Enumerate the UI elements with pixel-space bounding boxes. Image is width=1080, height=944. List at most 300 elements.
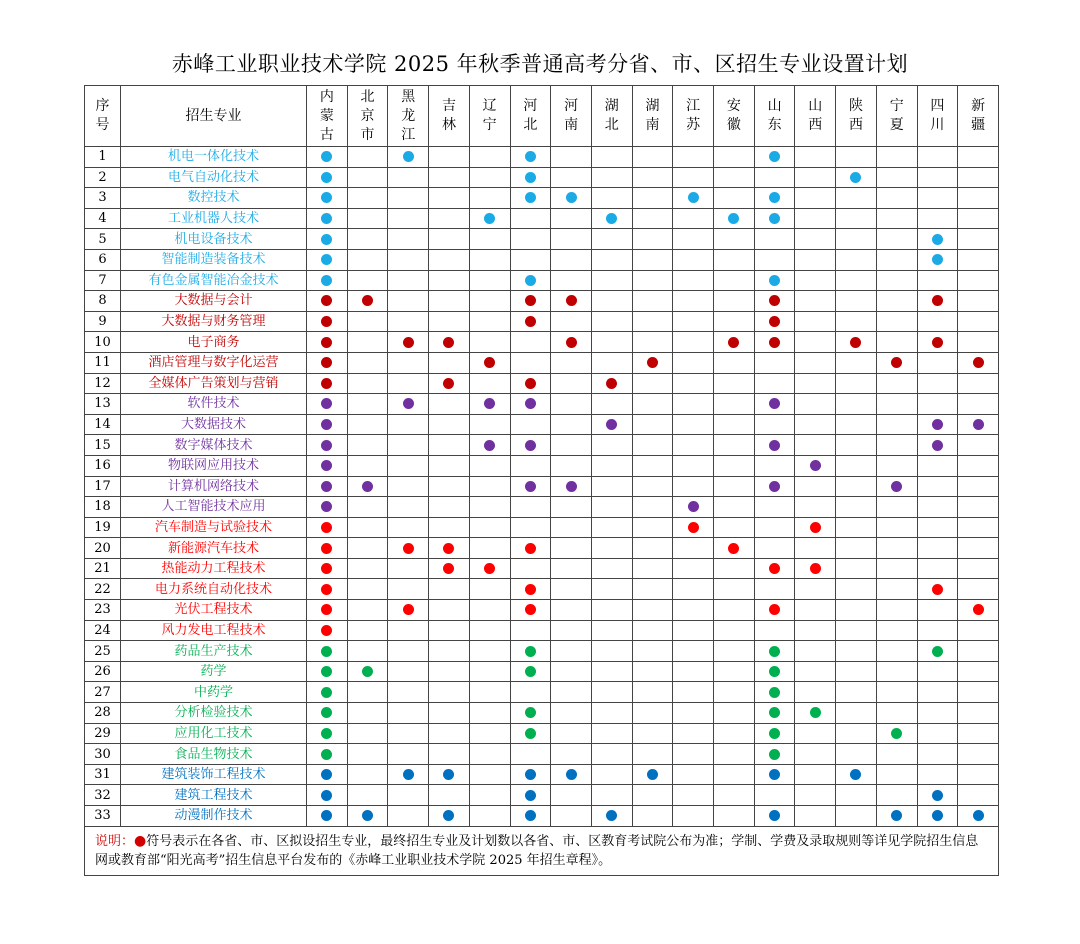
province-cell — [591, 661, 632, 682]
province-cell — [673, 414, 714, 435]
province-cell — [917, 806, 958, 827]
enrollment-dot-icon — [321, 337, 332, 348]
province-cell — [388, 764, 429, 785]
province-cell — [469, 373, 510, 394]
province-cell — [632, 332, 673, 353]
province-cell — [795, 497, 836, 518]
province-cell — [551, 455, 592, 476]
row-major: 药品生产技术 — [121, 641, 307, 662]
province-cell — [347, 600, 388, 621]
enrollment-dot-icon — [891, 728, 902, 739]
province-cell — [591, 579, 632, 600]
enrollment-dot-icon — [769, 604, 780, 615]
province-cell — [347, 744, 388, 765]
row-seq: 24 — [85, 620, 121, 641]
enrollment-dot-icon — [850, 172, 861, 183]
province-cell — [510, 291, 551, 312]
province-cell — [591, 723, 632, 744]
province-cell — [307, 785, 348, 806]
table-row — [85, 620, 999, 641]
enrollment-dot-icon — [606, 213, 617, 224]
enrollment-dot-icon — [321, 810, 332, 821]
note-text — [85, 826, 999, 875]
province-cell — [917, 723, 958, 744]
province-cell — [754, 352, 795, 373]
province-header: 山西 — [795, 86, 836, 147]
enrollment-dot-icon — [443, 810, 454, 821]
province-cell — [714, 703, 755, 724]
table-row — [85, 435, 999, 456]
province-cell — [795, 188, 836, 209]
province-cell — [754, 620, 795, 641]
province-cell — [632, 538, 673, 559]
province-cell — [307, 641, 348, 662]
province-cell — [307, 311, 348, 332]
province-cell — [714, 229, 755, 250]
province-cell — [754, 394, 795, 415]
province-cell — [714, 291, 755, 312]
province-cell — [307, 497, 348, 518]
province-cell — [510, 703, 551, 724]
province-cell — [795, 249, 836, 270]
province-cell — [307, 332, 348, 353]
table-row — [85, 723, 999, 744]
province-cell — [876, 188, 917, 209]
province-cell — [958, 147, 999, 168]
province-cell — [469, 270, 510, 291]
province-cell — [429, 641, 470, 662]
province-cell — [632, 208, 673, 229]
province-cell — [388, 435, 429, 456]
province-cell — [469, 147, 510, 168]
province-cell — [795, 414, 836, 435]
enrollment-dot-icon — [321, 481, 332, 492]
province-cell — [714, 311, 755, 332]
province-cell — [307, 682, 348, 703]
enrollment-dot-icon — [566, 337, 577, 348]
province-cell — [958, 806, 999, 827]
province-cell — [510, 641, 551, 662]
province-cell — [551, 682, 592, 703]
province-cell — [917, 579, 958, 600]
province-cell — [795, 806, 836, 827]
row-seq: 16 — [85, 455, 121, 476]
enrollment-dot-icon — [484, 213, 495, 224]
province-cell — [591, 785, 632, 806]
province-cell — [429, 785, 470, 806]
province-cell — [714, 249, 755, 270]
province-cell — [836, 167, 877, 188]
province-cell — [836, 620, 877, 641]
province-cell — [673, 208, 714, 229]
province-cell — [307, 352, 348, 373]
province-cell — [836, 455, 877, 476]
row-major: 风力发电工程技术 — [121, 620, 307, 641]
province-cell — [795, 600, 836, 621]
province-cell — [429, 764, 470, 785]
province-cell — [673, 291, 714, 312]
row-seq: 31 — [85, 764, 121, 785]
province-cell — [673, 682, 714, 703]
province-cell — [469, 188, 510, 209]
province-cell — [836, 394, 877, 415]
province-cell — [307, 579, 348, 600]
province-cell — [795, 435, 836, 456]
province-cell — [673, 517, 714, 538]
province-cell — [591, 188, 632, 209]
province-cell — [510, 414, 551, 435]
province-cell — [429, 291, 470, 312]
province-cell — [673, 723, 714, 744]
province-cell — [876, 579, 917, 600]
province-cell — [591, 455, 632, 476]
province-cell — [388, 558, 429, 579]
province-cell — [307, 249, 348, 270]
province-cell — [469, 249, 510, 270]
province-cell — [876, 785, 917, 806]
province-cell — [917, 147, 958, 168]
enrollment-dot-icon — [769, 151, 780, 162]
table-row — [85, 394, 999, 415]
province-cell — [510, 435, 551, 456]
enrollment-dot-icon — [525, 646, 536, 657]
province-cell — [836, 147, 877, 168]
province-cell — [591, 394, 632, 415]
province-cell — [958, 332, 999, 353]
province-cell — [754, 414, 795, 435]
page-title: 赤峰工业职业技术学院 2025 年秋季普通高考分省、市、区招生专业设置计划 — [171, 52, 909, 76]
enrollment-dot-icon — [525, 172, 536, 183]
province-cell — [429, 600, 470, 621]
province-cell — [551, 373, 592, 394]
row-seq: 4 — [85, 208, 121, 229]
province-cell — [469, 435, 510, 456]
province-cell — [429, 270, 470, 291]
province-cell — [551, 785, 592, 806]
enrollment-dot-icon — [484, 440, 495, 451]
province-cell — [876, 414, 917, 435]
province-cell — [673, 147, 714, 168]
row-seq: 3 — [85, 188, 121, 209]
province-cell — [429, 497, 470, 518]
province-cell — [469, 476, 510, 497]
province-cell — [673, 188, 714, 209]
province-cell — [714, 517, 755, 538]
province-cell — [673, 558, 714, 579]
province-cell — [307, 208, 348, 229]
province-cell — [795, 332, 836, 353]
province-cell — [754, 291, 795, 312]
province-cell — [551, 270, 592, 291]
province-cell — [469, 806, 510, 827]
province-cell — [714, 600, 755, 621]
province-header: 陕西 — [836, 86, 877, 147]
province-cell — [917, 208, 958, 229]
province-cell — [469, 455, 510, 476]
province-cell — [754, 764, 795, 785]
province-cell — [958, 661, 999, 682]
province-cell — [754, 579, 795, 600]
enrollment-dot-icon — [321, 790, 332, 801]
province-cell — [673, 620, 714, 641]
province-cell — [795, 517, 836, 538]
table-row — [85, 414, 999, 435]
province-cell — [917, 538, 958, 559]
row-major: 大数据技术 — [121, 414, 307, 435]
province-cell — [754, 188, 795, 209]
province-cell — [307, 620, 348, 641]
enrollment-dot-icon — [769, 192, 780, 203]
enrollment-dot-icon — [525, 151, 536, 162]
province-cell — [754, 744, 795, 765]
province-cell — [958, 455, 999, 476]
province-cell — [754, 806, 795, 827]
province-cell — [714, 352, 755, 373]
province-cell — [632, 764, 673, 785]
province-cell — [917, 249, 958, 270]
province-cell — [429, 311, 470, 332]
enrollment-dot-icon — [769, 666, 780, 677]
province-cell — [673, 332, 714, 353]
province-cell — [469, 785, 510, 806]
province-cell — [469, 229, 510, 250]
province-cell — [307, 600, 348, 621]
province-cell — [551, 579, 592, 600]
row-major: 人工智能技术应用 — [121, 497, 307, 518]
enrollment-dot-icon — [728, 337, 739, 348]
table-row — [85, 600, 999, 621]
enrollment-dot-icon — [932, 337, 943, 348]
province-cell — [347, 394, 388, 415]
enrollment-dot-icon — [769, 563, 780, 574]
enrollment-dot-icon — [769, 295, 780, 306]
enrollment-dot-icon — [362, 295, 373, 306]
province-cell — [876, 291, 917, 312]
enrollment-dot-icon — [321, 501, 332, 512]
enrollment-dot-icon — [769, 707, 780, 718]
province-cell — [510, 744, 551, 765]
province-header: 新疆 — [958, 86, 999, 147]
province-cell — [632, 806, 673, 827]
province-cell — [469, 497, 510, 518]
table-row — [85, 785, 999, 806]
enrollment-dot-icon — [647, 357, 658, 368]
province-cell — [307, 394, 348, 415]
row-seq: 18 — [85, 497, 121, 518]
province-header: 辽宁 — [469, 86, 510, 147]
province-cell — [307, 703, 348, 724]
province-cell — [551, 476, 592, 497]
row-major: 工业机器人技术 — [121, 208, 307, 229]
province-cell — [958, 723, 999, 744]
province-cell — [551, 600, 592, 621]
enrollment-dot-icon — [810, 707, 821, 718]
province-cell — [632, 352, 673, 373]
enrollment-dot-icon — [403, 398, 414, 409]
province-cell — [429, 558, 470, 579]
province-cell — [754, 661, 795, 682]
province-cell — [551, 414, 592, 435]
province-cell — [632, 229, 673, 250]
province-cell — [307, 558, 348, 579]
province-cell — [510, 682, 551, 703]
table-row — [85, 291, 999, 312]
province-cell — [347, 291, 388, 312]
province-cell — [307, 167, 348, 188]
province-cell — [388, 188, 429, 209]
province-header: 湖南 — [632, 86, 673, 147]
province-cell — [347, 332, 388, 353]
table-row — [85, 579, 999, 600]
province-cell — [388, 661, 429, 682]
province-cell — [591, 620, 632, 641]
table-row — [85, 188, 999, 209]
province-cell — [876, 373, 917, 394]
enrollment-dot-icon — [321, 728, 332, 739]
province-cell — [673, 497, 714, 518]
province-cell — [754, 332, 795, 353]
enrollment-dot-icon — [769, 213, 780, 224]
province-cell — [632, 497, 673, 518]
row-major: 光伏工程技术 — [121, 600, 307, 621]
province-cell — [469, 414, 510, 435]
province-cell — [510, 806, 551, 827]
province-cell — [836, 723, 877, 744]
enrollment-dot-icon — [484, 563, 495, 574]
row-major: 数控技术 — [121, 188, 307, 209]
province-cell — [958, 703, 999, 724]
province-cell — [836, 229, 877, 250]
enrollment-dot-icon — [525, 769, 536, 780]
province-cell — [551, 497, 592, 518]
province-cell — [754, 600, 795, 621]
province-cell — [714, 435, 755, 456]
province-cell — [551, 703, 592, 724]
note-label: 说明： — [95, 833, 135, 849]
enrollment-dot-icon — [973, 419, 984, 430]
province-cell — [876, 147, 917, 168]
province-cell — [714, 641, 755, 662]
province-cell — [469, 579, 510, 600]
province-cell — [429, 414, 470, 435]
province-cell — [754, 517, 795, 538]
province-cell — [632, 620, 673, 641]
province-cell — [307, 538, 348, 559]
enrollment-dot-icon — [973, 810, 984, 821]
province-cell — [347, 579, 388, 600]
province-cell — [876, 703, 917, 724]
province-cell — [632, 188, 673, 209]
province-cell — [836, 744, 877, 765]
enrollment-dot-icon — [362, 666, 373, 677]
enrollment-dot-icon — [321, 419, 332, 430]
province-cell — [836, 558, 877, 579]
enrollment-dot-icon — [769, 687, 780, 698]
province-cell — [429, 167, 470, 188]
table-row — [85, 641, 999, 662]
province-cell — [917, 641, 958, 662]
table-row — [85, 661, 999, 682]
province-cell — [917, 414, 958, 435]
province-cell — [673, 352, 714, 373]
enrollment-dot-icon — [525, 666, 536, 677]
province-cell — [347, 249, 388, 270]
province-cell — [591, 517, 632, 538]
province-cell — [347, 208, 388, 229]
province-cell — [632, 373, 673, 394]
province-cell — [510, 600, 551, 621]
province-cell — [632, 785, 673, 806]
enrollment-dot-icon — [525, 584, 536, 595]
row-seq: 28 — [85, 703, 121, 724]
enrollment-dot-icon — [769, 728, 780, 739]
table-row — [85, 682, 999, 703]
province-cell — [754, 682, 795, 703]
province-cell — [347, 311, 388, 332]
row-major: 电气自动化技术 — [121, 167, 307, 188]
province-cell — [347, 497, 388, 518]
province-cell — [795, 147, 836, 168]
province-cell — [591, 764, 632, 785]
province-cell — [388, 208, 429, 229]
province-cell — [388, 394, 429, 415]
province-cell — [510, 352, 551, 373]
enrollment-dot-icon — [728, 543, 739, 554]
province-cell — [429, 188, 470, 209]
province-cell — [307, 661, 348, 682]
province-cell — [673, 785, 714, 806]
enrollment-dot-icon — [321, 584, 332, 595]
province-cell — [388, 744, 429, 765]
province-cell — [917, 229, 958, 250]
province-cell — [429, 435, 470, 456]
province-cell — [510, 394, 551, 415]
enrollment-dot-icon — [321, 172, 332, 183]
province-cell — [551, 352, 592, 373]
row-major: 物联网应用技术 — [121, 455, 307, 476]
province-cell — [754, 147, 795, 168]
enrollment-dot-icon — [769, 769, 780, 780]
enrollment-dot-icon — [321, 687, 332, 698]
province-cell — [551, 188, 592, 209]
province-cell — [876, 352, 917, 373]
enrollment-dot-icon — [403, 337, 414, 348]
enrollment-dot-icon — [769, 337, 780, 348]
province-cell — [917, 270, 958, 291]
province-header: 北京市 — [347, 86, 388, 147]
province-cell — [632, 414, 673, 435]
province-cell — [510, 723, 551, 744]
row-seq: 30 — [85, 744, 121, 765]
province-cell — [714, 764, 755, 785]
province-cell — [795, 311, 836, 332]
province-header: 山东 — [754, 86, 795, 147]
province-cell — [632, 435, 673, 456]
province-cell — [347, 147, 388, 168]
row-major: 汽车制造与试验技术 — [121, 517, 307, 538]
province-cell — [876, 517, 917, 538]
province-cell — [551, 311, 592, 332]
province-cell — [632, 744, 673, 765]
province-cell — [632, 641, 673, 662]
province-cell — [795, 208, 836, 229]
province-cell — [388, 147, 429, 168]
row-seq: 6 — [85, 249, 121, 270]
province-cell — [551, 723, 592, 744]
province-cell — [795, 661, 836, 682]
province-cell — [429, 806, 470, 827]
province-cell — [795, 558, 836, 579]
